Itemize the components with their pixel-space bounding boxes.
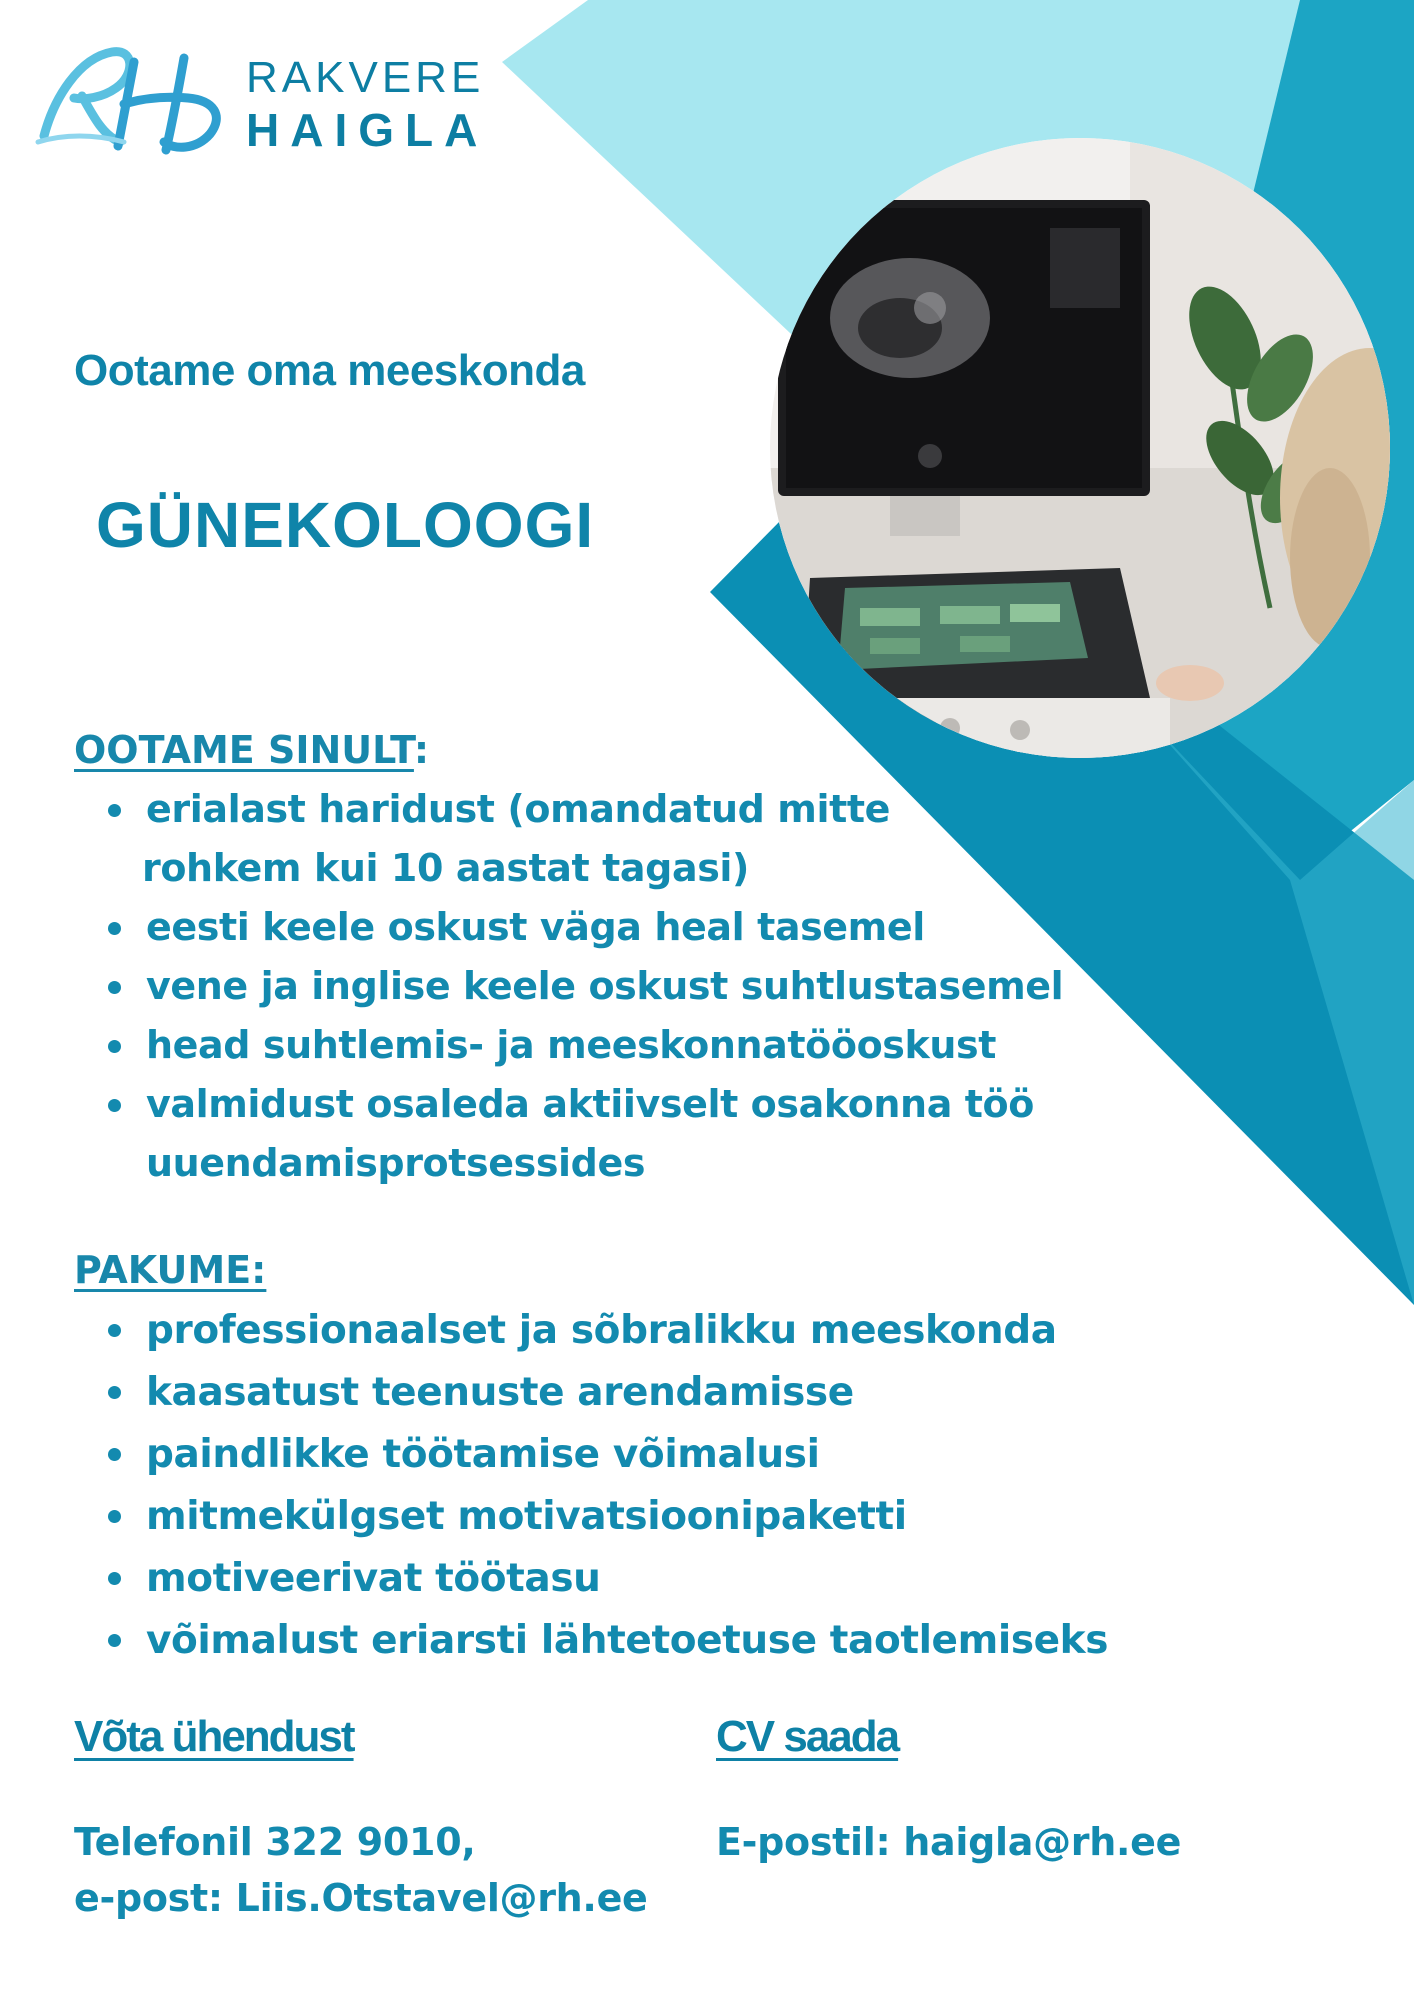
ultrasound-machine-illustration bbox=[770, 138, 1390, 758]
bullet-dot bbox=[108, 1099, 121, 1112]
bullet-dot bbox=[108, 981, 121, 994]
offer-item: võimalust eriarsti lähtetoetuse taotlemiseks bbox=[74, 1610, 1134, 1672]
offer-heading: PAKUME: bbox=[74, 1248, 267, 1292]
requirements-heading: OOTAME SINULT: bbox=[74, 728, 430, 772]
requirement-item-continuation: rohkem kui 10 aastat tagasi) bbox=[142, 846, 750, 890]
contact-block bbox=[74, 1710, 674, 1926]
requirement-item: vene ja inglise keele oskust suhtlustasemel bbox=[74, 957, 1074, 1016]
offer-item: paindlikke töötamise võimalusi bbox=[74, 1424, 1134, 1486]
cv-block bbox=[716, 1710, 1316, 1870]
ultrasound-photo bbox=[770, 138, 1390, 758]
bullet-dot bbox=[108, 922, 121, 935]
requirement-item: head suhtlemis- ja meeskonnatööoskust bbox=[74, 1016, 1074, 1075]
bullet-dot bbox=[108, 1572, 121, 1585]
offer-item: professionaalset ja sõbralikku meeskonda bbox=[74, 1300, 1134, 1362]
headline: Ootame oma meeskonda bbox=[74, 346, 585, 395]
contact-email[interactable]: e-post: Liis.Otstavel@rh.ee bbox=[74, 1876, 648, 1920]
bullet-dot bbox=[108, 804, 121, 817]
logo-line-rakvere: RAKVERE bbox=[246, 53, 485, 102]
contact-details bbox=[74, 1814, 674, 1926]
bullet-dot bbox=[108, 1040, 121, 1053]
contact-heading: Võta ühendust bbox=[74, 1712, 354, 1761]
bullet-dot bbox=[108, 1324, 121, 1337]
offer-item: mitmekülgset motivatsioonipaketti bbox=[74, 1486, 1134, 1548]
requirements-section bbox=[74, 724, 1074, 1193]
requirement-item: eesti keele oskust väga heal tasemel bbox=[74, 898, 1074, 957]
offer-item: motiveerivat töötasu bbox=[74, 1548, 1134, 1610]
bullet-dot bbox=[108, 1510, 121, 1523]
requirement-item: erialast haridust (omandatud mitte bbox=[74, 780, 1074, 839]
bullet-dot bbox=[108, 1448, 121, 1461]
bullet-dot bbox=[108, 1386, 121, 1399]
cv-details bbox=[716, 1814, 1316, 1870]
offer-section bbox=[74, 1244, 1134, 1672]
offer-item: kaasatust teenuste arendamisse bbox=[74, 1362, 1134, 1424]
rh-monogram-icon bbox=[24, 38, 234, 168]
hospital-logo bbox=[24, 38, 489, 168]
requirement-item: valmidust osaleda aktiivselt osakonna töö bbox=[74, 1075, 1074, 1134]
cv-email[interactable]: E-postil: haigla@rh.ee bbox=[716, 1820, 1182, 1864]
contact-phone: Telefonil 322 9010, bbox=[74, 1820, 476, 1864]
bullet-dot bbox=[108, 1634, 121, 1647]
requirement-item-continuation: uuendamisprotsessides bbox=[146, 1141, 646, 1185]
logo-line-haigla: HAIGLA bbox=[246, 104, 489, 156]
cv-heading: CV saada bbox=[716, 1712, 899, 1761]
job-title: GÜNEKOLOOGI bbox=[96, 489, 595, 561]
